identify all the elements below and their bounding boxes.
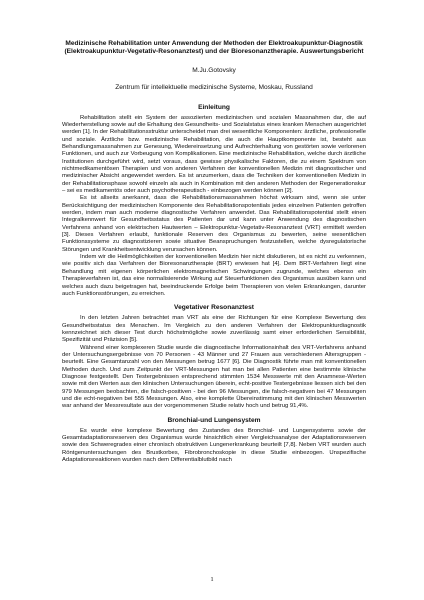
section-heading: Bronchial-und Lungensystem	[167, 416, 261, 424]
section-vegetativer-resonanztest	[62, 304, 366, 410]
paragraph: Rehabilitation stellt ein System der assoziierten medizinischen und sozialen Massnahmen dar, die auf Wiederherstellung sowie auf die Erhaltung des Gesundheits- und Sozialstatus eines kranken Menschen ausgerichtet werden [1]. In der Rehabilitationsstruktur unterscheidet man drei wesentliche Komponenten: ärztliche, professionelle und soziale. Ärztliche bzw. medizinische Rehabilitation, die auch die Hauptkomponente ist, besteht aus Behandlungsmassnahmen zur Genesung, Wiedereinsetzung und Aufrechterhaltung von gestörten sowie verlorenen Funktionen, und auch zur Vorbeugung von Komplikationen. Eine medizinische Rehabilitation, welche durch ärztliche Institutionen durchgeführt wird, setzt voraus, dass gewisse physikalische Faktoren, die zu einem Spektrum von nichtmedikamentösen Therapien und von anderen Verfahren der konventionellen Medizin mit diagnostischer und medizinischer Absicht angewendet werden. Es ist anzumerken, dass die Techniken der konventionellen Medizin in der Rehabilitationsphase sowohl einzeln als auch in Kombination mit den anderen Methoden der Regenerationskur – sei es medikamentös oder auch psychotherapeutisch - einbezogen werden können [2].	[62, 114, 366, 195]
page-number: 1	[210, 576, 214, 583]
paragraph: Während einer komplexeren Studie wurde die diagnostische Informationsinhalt des VRT-Verfahrens anhand der Untersuchungsergebnisse von 70 Personen - 43 Männer und 27 Frauen aus verschiedenen Altersgruppen - beurteilt. Eine Gesamtanzahl von den Messungen betrug 1677 [6]. Die Diagnostik führte man mit konventionellen Methoden durch. Und zum Zeitpunkt der VRT-Messungen hat man bei allen Patienten eine bestimmte klinische Diagnose festgestellt. Den Testergebnissen entsprechend stimmten 1534 Messwerte mit den Anamnese-Werten sowie mit den Werten aus den klinischen Untersuchungen überein, echt-positive Testergebnisse liessen sich bei den 979 Messungen beobachten, die falsch-positiven - bei den 96 Messungen, die falsch-negativen bei 47 Messungen und die echt-negativen bei 555 Messungen. Also, eine komplette Übereinstimmung mit den klinischen Messwerten war anhand der Messresultate aus der vorgenommenen Studie relativ hoch und betrug 91,4%.	[62, 344, 366, 410]
paragraph: In den letzten Jahren betrachtet man VRT als eine der Richtungen für eine Komplexe Bewertung des Gesundheitsstatus des Menschen. Im Vergleich zu den anderen Verfahren der Elektropunkturdiagnostik kennzeichnet sich dieser Test durch höchstmögliche sowie zuverlässig samt einer erforderlichen Sensibilität, Spezifizität und Präzision [5].	[62, 315, 366, 344]
author-name: M.Ju.Gotovsky	[192, 66, 236, 74]
paragraph: Indem wir die Heilmöglichkeiten der konventionellen Medizin hier nicht diskutieren, ist es nicht zu verkennen, wie positiv sich das Verfahren der Bioresonanztherapie (BRT) erwiesen hat [4]. Dem BRT-Verfahren liegt eine Behandlung mit eigenen körperlichen elektromagnetischen Schwingungen zugrunde, welches ebenso ein Therapieverfahren ist, das eine normalisierende Wirkung auf Steuerfunktionen des Organismus ausüben kann und welches auch dazu beigetragen hat, beeindruckende Erfolge beim Therapieren von vielen Erkrankungen, darunter auch Funktionsstörungen, zu erreichen.	[62, 254, 366, 297]
document-title: Medizinische Rehabilitation unter Anwendung der Methoden der Elektroakupunktur-Diagnostik (Elektroakupunktur-Vegetativ-Resonanztest) und der Bioresonanztherapie. Auswertungsbericht	[64, 40, 364, 56]
paragraph: Es ist allseits anerkannt, dass die Rehabilitationsmassnahmen höchst wirksam sind, wenn sie unter Berücksichtigung der medizinischen Komponente des Rehabilitationspotentials jedes einzelnen Patienten getroffen werden, indem man auch moderne diagnostische Verfahren anwendet. Das Rehabilitationspotential stellt einen Integralkennwert für Gesundheitsstatus des Patienten dar und kann unter Anwendung des diagnostischen Verfahrens anhand von elektrischen Hautwerten – Elektropunktur-Vegetativ-Resonanztest (VRT) ermittelt werden [3]. Dieses Verfahren erlaubt, funktionale Reserven des Organismus zu bewerten, seine wesentlichen Funktionssysteme zu diagnostizieren sowie situative Beanspruchungen festzustellen, welche dysregulatorische Störungen und Krankheitsentwicklung verursachen können.	[62, 195, 366, 253]
author-affiliation: Zentrum für intellektuelle medizinische Systeme, Moskau, Russland	[115, 83, 313, 91]
section-bronchial-und-lungensystem	[62, 417, 366, 465]
section-heading: Vegetativer Resonanztest	[174, 304, 254, 312]
section-einleitung	[62, 104, 366, 299]
paragraph: Es wurde eine komplexe Bewertung des Zustandes des Bronchial- und Lungensystems sowie der Gesamtadaptationsreserven des Organismus wurde hinsichtlich einer Vergleichsanalyse der Adaptationsreserven sowie des Schweregrades einer chronisch obstruktiven Lungenerkrankung beurteilt [7,8]. Neben VRT wurden auch Röntgenuntersuchungen des Brustkorbes, Fibrobronchoskopie in diese Studie einbezogen. Unspezifische Adaptationsreaktionen wurden nach dem Differentialblutbild nach	[62, 427, 366, 464]
section-heading: Einleitung	[198, 103, 230, 111]
